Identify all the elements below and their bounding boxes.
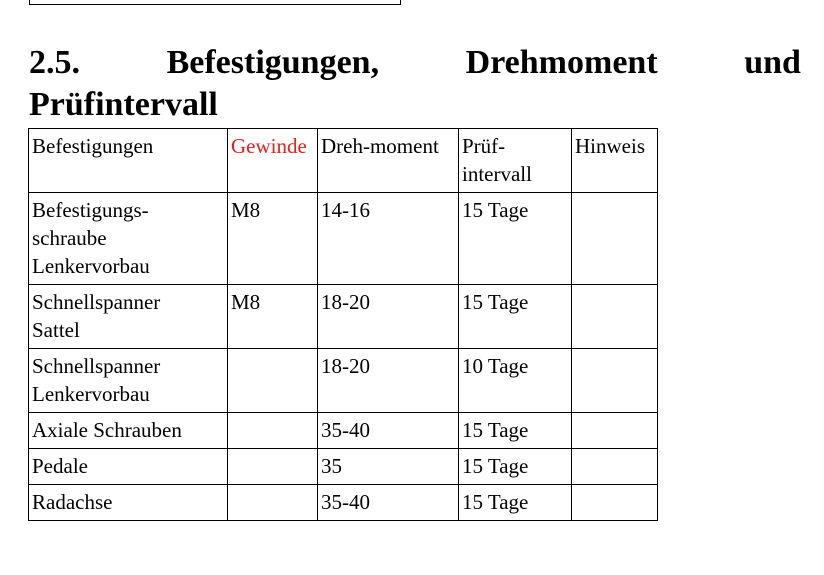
cell-torque: 35: [318, 449, 459, 485]
cell-torque: 35-40: [318, 485, 459, 521]
cell-fastener: Axiale Schrauben: [29, 413, 228, 449]
fastener-table: [28, 128, 658, 521]
cell-thread: [228, 349, 318, 413]
cell-note: [572, 413, 658, 449]
cell-thread: [228, 449, 318, 485]
section-heading: [29, 42, 801, 126]
heading-word-3: und: [744, 44, 801, 81]
cell-thread: [228, 485, 318, 521]
cell-note: [572, 193, 658, 285]
cell-interval: 15 Tage: [459, 285, 572, 349]
table-row: [29, 485, 658, 521]
cell-interval: 15 Tage: [459, 193, 572, 285]
header-drehmoment: Dreh-moment: [318, 129, 459, 193]
header-pruefintervall: Prüf- intervall: [459, 129, 572, 193]
cell-fastener: Schnellspanner Lenkervorbau: [29, 349, 228, 413]
table-row: [29, 413, 658, 449]
cell-note: [572, 449, 658, 485]
table-row: [29, 193, 658, 285]
cell-interval: 15 Tage: [459, 485, 572, 521]
cell-note: [572, 485, 658, 521]
header-gewinde: Gewinde: [228, 129, 318, 193]
cell-note: [572, 349, 658, 413]
cell-thread: [228, 413, 318, 449]
cell-thread: M8: [228, 285, 318, 349]
heading-word-2: Drehmoment: [465, 44, 658, 81]
table-header-row: [29, 129, 658, 193]
cell-thread: M8: [228, 193, 318, 285]
heading-word-1: Befestigungen,: [166, 44, 380, 81]
cell-interval: 10 Tage: [459, 349, 572, 413]
table-row: [29, 449, 658, 485]
cell-fastener: Pedale: [29, 449, 228, 485]
cell-torque: 18-20: [318, 285, 459, 349]
cell-interval: 15 Tage: [459, 449, 572, 485]
cell-torque: 18-20: [318, 349, 459, 413]
section-number: 2.5.: [29, 44, 80, 81]
cell-fastener: Radachse: [29, 485, 228, 521]
cell-note: [572, 285, 658, 349]
cell-torque: 14-16: [318, 193, 459, 285]
heading-line-2: Prüfintervall: [29, 86, 218, 123]
heading-line-1: [29, 42, 801, 84]
cell-fastener: Schnellspanner Sattel: [29, 285, 228, 349]
header-befestigungen: Befestigungen: [29, 129, 228, 193]
table-row: [29, 285, 658, 349]
table-row: [29, 349, 658, 413]
cell-interval: 15 Tage: [459, 413, 572, 449]
cell-fastener: Befestigungs- schraube Lenkervorbau: [29, 193, 228, 285]
cell-torque: 35-40: [318, 413, 459, 449]
previous-content-box: [29, 0, 401, 5]
header-hinweis: Hinweis: [572, 129, 658, 193]
